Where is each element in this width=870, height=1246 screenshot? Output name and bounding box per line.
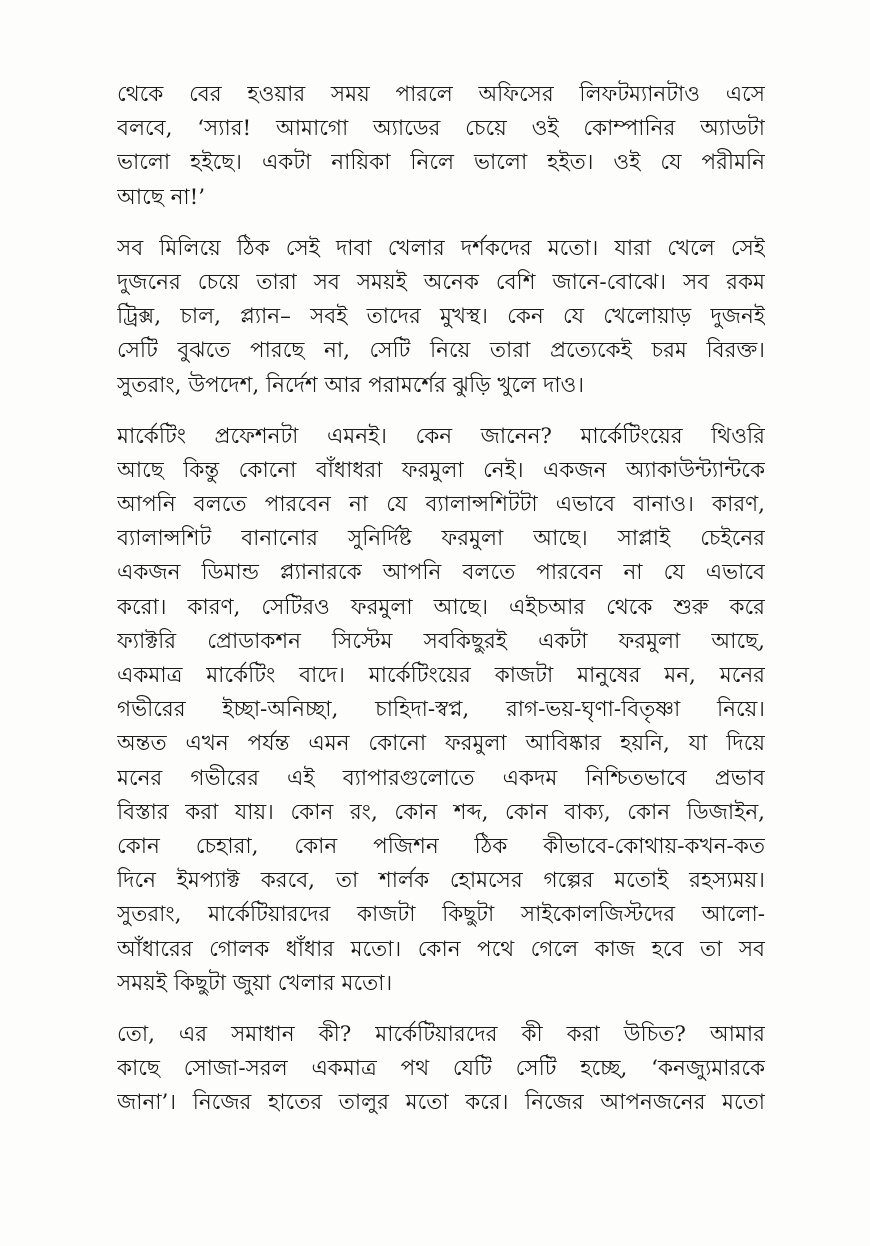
text-line: তো, এর সমাধান কী? মার্কেটিয়ারদের কী করা উচিত? আমার [117, 1021, 765, 1047]
text-line: আছে কিন্তু কোনো বাঁধাধরা ফরমুলা নেই। একজন অ্যাকাউন্ট্যান্টকে [117, 457, 765, 483]
paragraph-gap [117, 215, 765, 232]
text-line: করো। কারণ, সেটিরও ফরমুলা আছে। এইচআর থেকে শুরু করে [117, 594, 765, 620]
text-line: বলবে, ‘স্যার! আমাগো অ্যাডের চেয়ে ওই কোম্পানির অ্যাডটা [117, 116, 765, 142]
text-line: ব্যালান্সশিট বানানোর সুনির্দিষ্ট ফরমুলা আছে। সাপ্লাই চেইনের [117, 526, 765, 552]
text-line: আপনি বলতে পারবেন না যে ব্যালান্সশিটটা এভাবে বানাও। কারণ, [117, 492, 765, 518]
text-line: সুতরাং, মার্কেটিয়ারদের কাজটা কিছুটা সাইকোলজিস্টদের আলো- [117, 902, 765, 928]
paragraph-4 [117, 1018, 765, 1121]
text-line: ফ্যাক্টরি প্রোডাকশন সিস্টেম সবকিছুরই একটা ফরমুলা আছে, [117, 628, 765, 654]
page-text [117, 78, 765, 1120]
text-line: বিস্তার করা যায়। কোন রং, কোন শব্দ, কোন বাক্য, কোন ডিজাইন, [117, 799, 765, 825]
text-line: গভীরের ইচ্ছা-অনিচ্ছা, চাহিদা-স্বপ্ন, রাগ-ভয়-ঘৃণা-বিতৃষ্ণা নিয়ে। [117, 697, 765, 723]
paragraph-gap [117, 403, 765, 420]
paragraph-1 [117, 78, 765, 215]
text-line: আছে না!’ [117, 184, 206, 210]
text-line: সেটি বুঝতে পারছে না, সেটি নিয়ে তারা প্রত্যেকেই চরম বিরক্ত। [117, 338, 765, 364]
text-line: সুতরাং, উপদেশ, নির্দেশ আর পরামর্শের ঝুড়ি খুলে দাও। [117, 372, 585, 398]
paragraph-gap [117, 1001, 765, 1018]
text-line: ট্রিক্স, চাল, প্ল্যান– সবই তাদের মুখস্থ। কেন যে খেলোয়াড় দুজনই [117, 304, 765, 330]
text-line: কোন চেহারা, কোন পজিশন ঠিক কীভাবে-কোথায়-কখন-কত [117, 833, 765, 859]
text-line: মার্কেটিং প্রফেশনটা এমনই। কেন জানেন? মার্কেটিংয়ের থিওরি [117, 423, 765, 449]
text-line: ভালো হইছে। একটা নায়িকা নিলে ভালো হইত। ওই যে পরীমনি [117, 150, 765, 176]
text-line: অন্তত এখন পর্যন্ত এমন কোনো ফরমুলা আবিষ্কার হয়নি, যা দিয়ে [117, 731, 765, 757]
text-line: কাছে সোজা-সরল একমাত্র পথ যেটি সেটি হচ্ছে, ‘কনজ্যুমারকে [117, 1056, 765, 1082]
text-line: থেকে বের হওয়ার সময় পারলে অফিসের লিফটম্যানটাও এসে [117, 82, 765, 107]
text-line: জানা’। নিজের হাতের তালুর মতো করে। নিজের আপনজনের মতো [117, 1090, 765, 1116]
text-line: মনের গভীরের এই ব্যাপারগুলোতে একদম নিশ্চিতভাবে প্রভাব [117, 765, 765, 791]
text-line: দুজনের চেয়ে তারা সব সময়ই অনেক বেশি জানে-বোঝে। সব রকম [117, 269, 765, 295]
text-line: একমাত্র মার্কেটিং বাদে। মার্কেটিংয়ের কাজটা মানুষের মন, মনের [117, 663, 765, 688]
paragraph-3 [117, 420, 765, 1001]
paragraph-2 [117, 232, 765, 403]
text-line: সময়ই কিছুটা জুয়া খেলার মতো। [117, 970, 393, 996]
text-line: সব মিলিয়ে ঠিক সেই দাবা খেলার দর্শকদের মতো। যারা খেলে সেই [117, 235, 765, 261]
text-line: একজন ডিমান্ড প্ল্যানারকে আপনি বলতে পারবেন না যে এভাবে [117, 560, 765, 586]
text-line: দিনে ইমপ্যাক্ট করবে, তা শার্লক হোমসের গল্পের মতোই রহস্যময়। [117, 868, 765, 894]
text-line: আঁধারের গোলক ধাঁধার মতো। কোন পথে গেলে কাজ হবে তা সব [117, 936, 765, 962]
